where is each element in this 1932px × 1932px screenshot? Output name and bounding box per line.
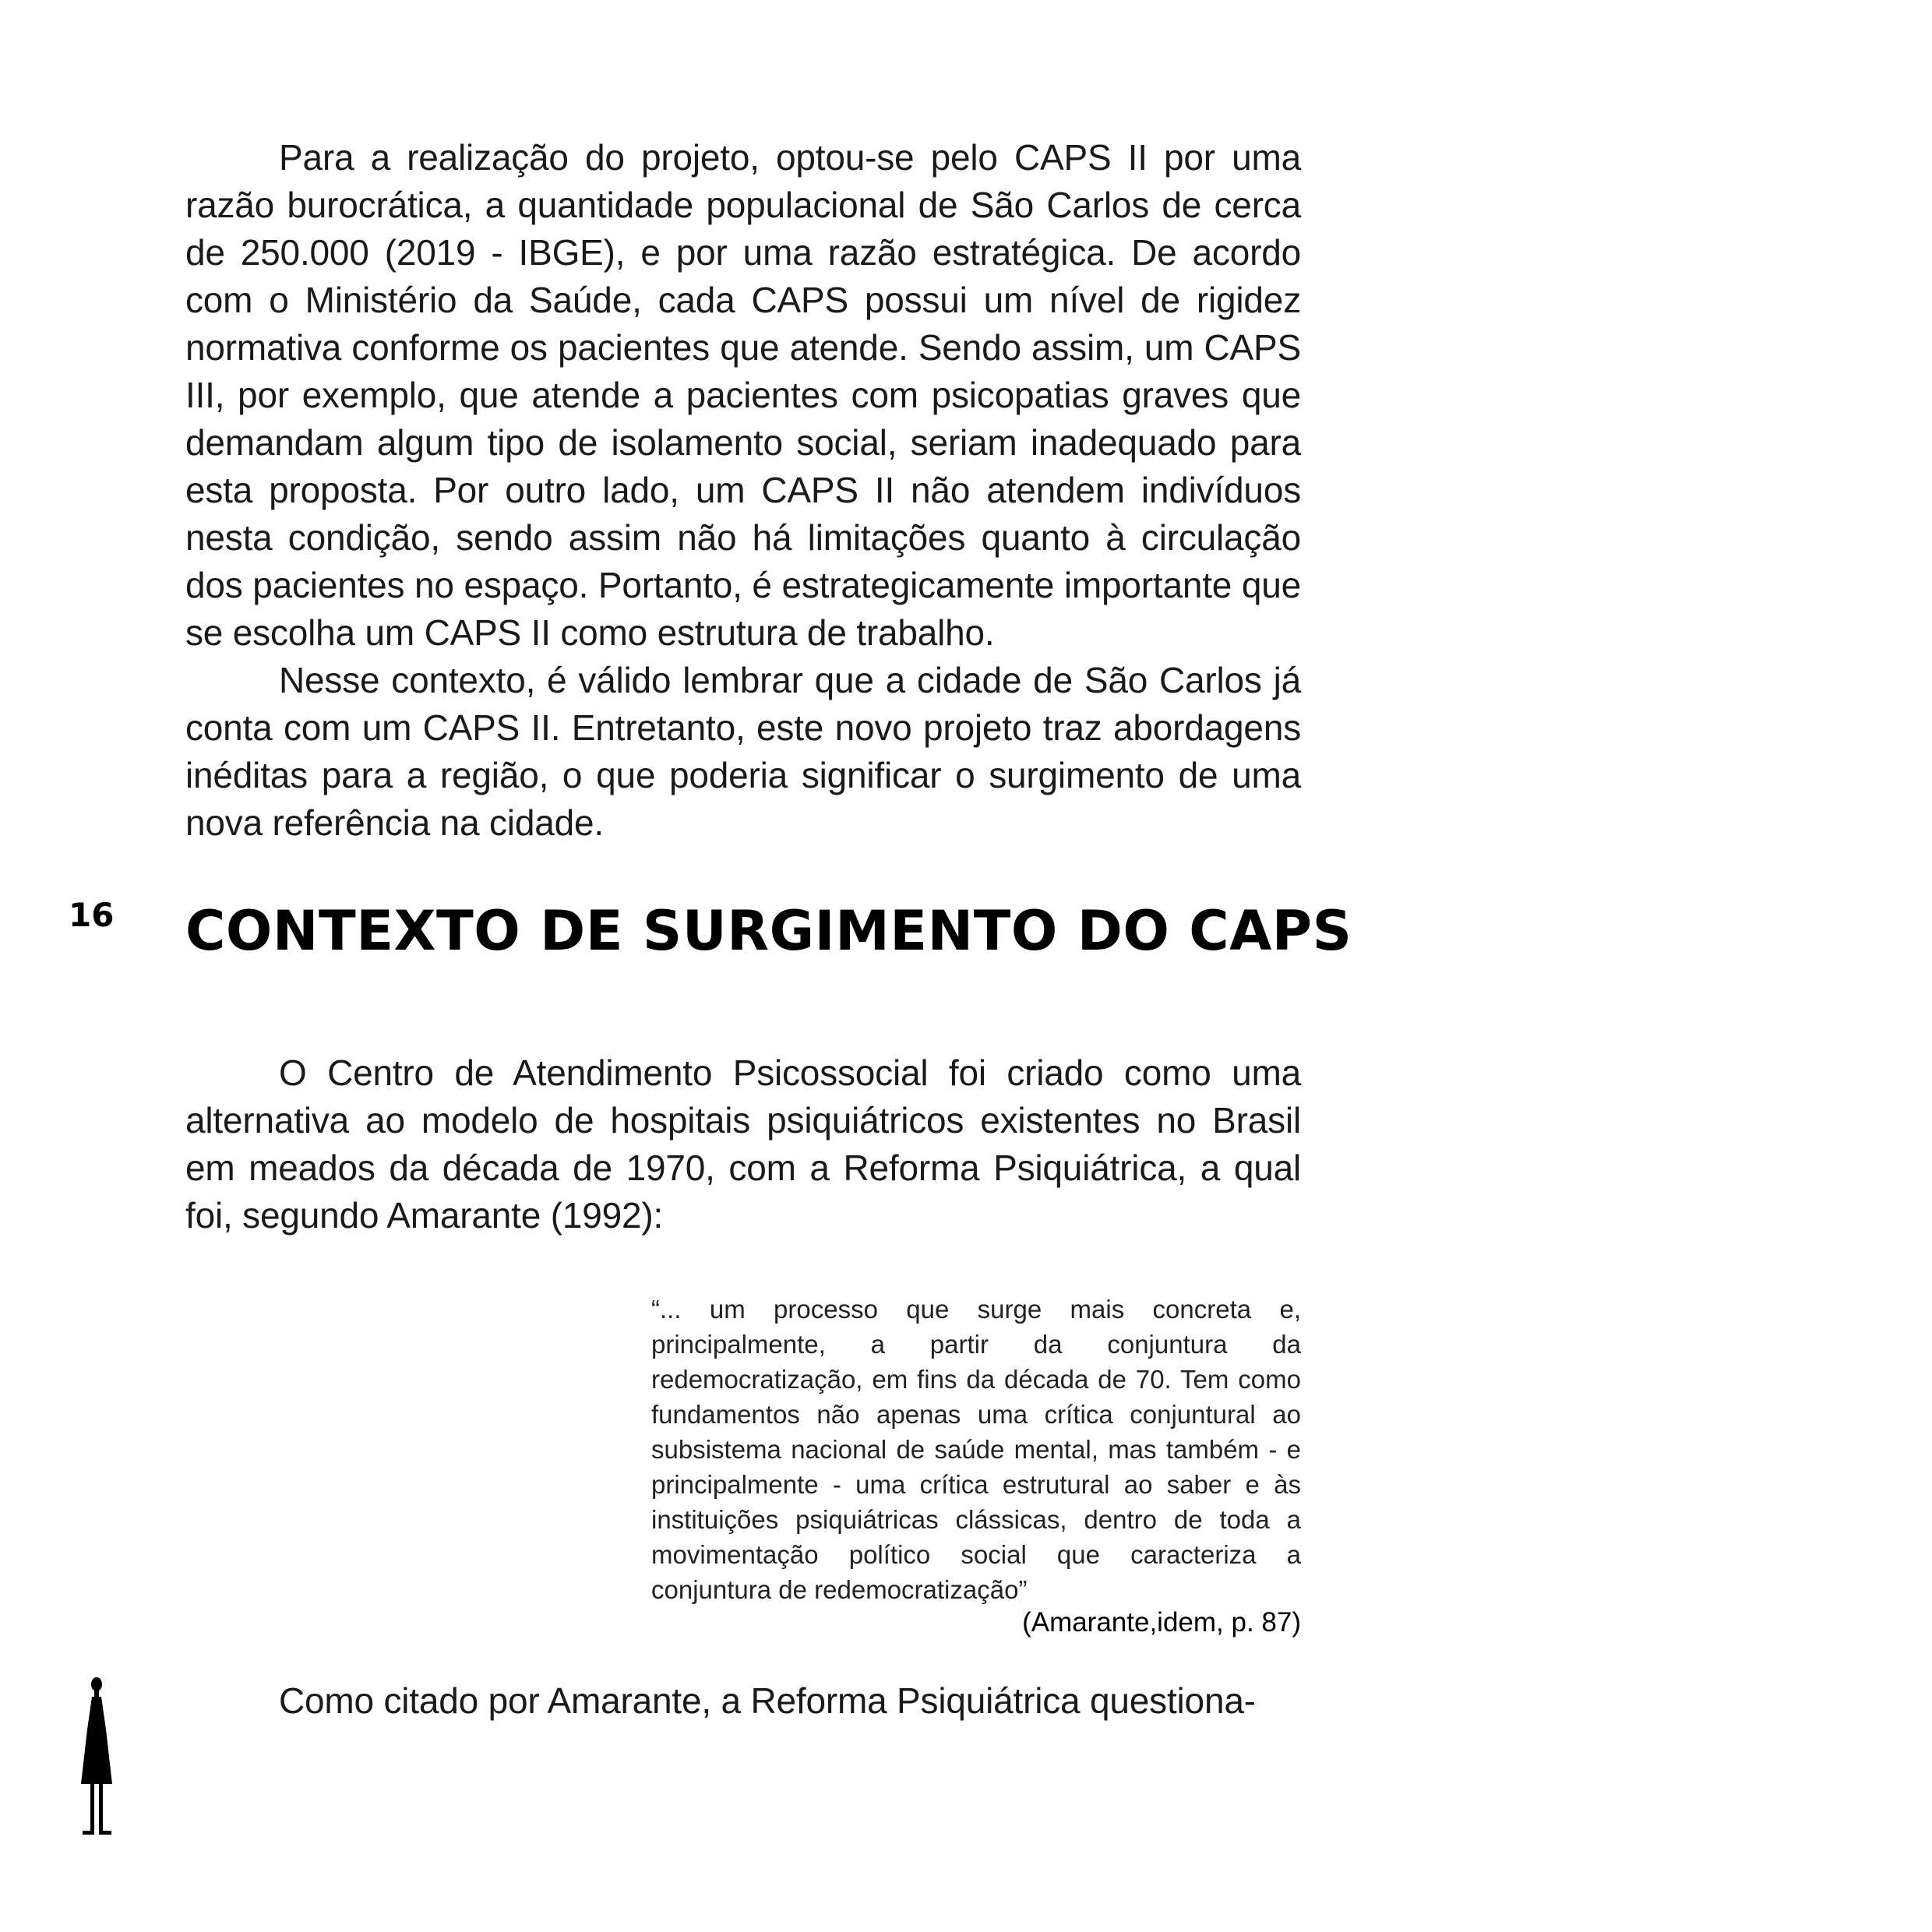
section-paragraph: O Centro de Atendimento Psicossocial foi criado como uma alternativa ao modelo de hospitais psiquiátricos existentes no Brasil em meados da década de 1970, com a Reforma Psiquiátrica, a qual foi, segundo Amarante (1992): xyxy=(185,1052,1301,1236)
quote-citation: (Amarante,idem, p. 87) xyxy=(1022,1607,1301,1638)
standing-person-silhouette-icon xyxy=(69,1675,131,1839)
closing-paragraph: Como citado por Amarante, a Reforma Psiquiátrica questiona- xyxy=(279,1680,1256,1721)
body-paragraph-2: Nesse contexto, é válido lembrar que a cidade de São Carlos já conta com um CAPS II. Entretanto, este novo projeto traz abordagens inéditas para a região, o que poderia significar o surgimento de uma nova referência na cidade. xyxy=(185,660,1301,843)
block-quote: “... um processo que surge mais concreta e, principalmente, a partir da conjuntura da redemocratização, em fins da década de 70. Tem como fundamentos não apenas uma crítica conjuntural ao subsistema nacional de saúde mental, mas também - e principalmente - uma crítica estrutural ao saber e às instituições psiquiátricas clássicas, dentro de toda a movimentação político social que caracteriza a conjuntura de redemocratização” xyxy=(651,1295,1301,1604)
body-paragraph-1: Para a realização do projeto, optou-se pelo CAPS II por uma razão burocrática, a quantidade populacional de São Carlos de cerca de 250.000 (2019 - IBGE), e por uma razão estratégica. De acordo com o Ministério da Saúde, cada CAPS possui um nível de rigidez normativa conforme os pacientes que atende. Sendo assim, um CAPS III, por exemplo, que atende a pacientes com psicopatias graves que demandam algum tipo de isolamento social, seriam inadequado para esta proposta. Por outro lado, um CAPS II não atendem indivíduos nesta condição, sendo assim não há limitações quanto à circulação dos pacientes no espaço. Portanto, é estrategicamente importante que se escolha um CAPS II como estrutura de trabalho. xyxy=(185,137,1301,653)
section-heading: CONTEXTO DE SURGIMENTO DO CAPS xyxy=(185,899,1352,963)
page-number: 16 xyxy=(69,896,115,934)
